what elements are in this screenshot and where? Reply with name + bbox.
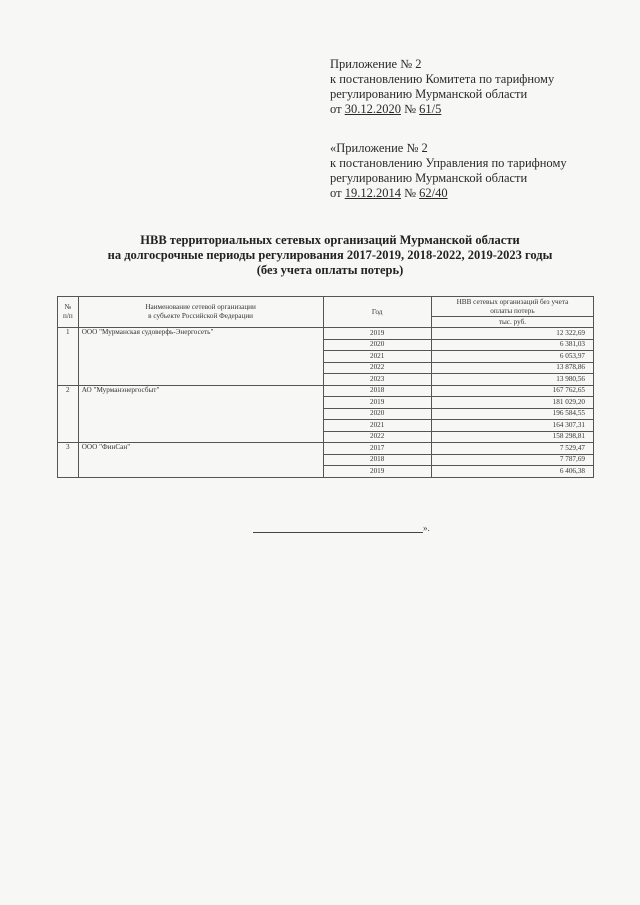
org-name: ООО "Мурманская судоверфь-Энергосеть" <box>78 328 323 386</box>
nvv-value-cell: 6 053,97 <box>431 351 593 363</box>
appendix-decree-line: к постановлению Комитета по тарифному <box>330 72 555 86</box>
appendix-date-line <box>330 186 567 201</box>
nvv-value-cell: 13 878,86 <box>431 362 593 374</box>
year-cell: 2021 <box>323 351 431 363</box>
nvv-value-cell: 196 584,55 <box>431 408 593 420</box>
appendix-authority-line: регулированию Мурманской области <box>330 171 528 185</box>
year-cell: 2021 <box>323 420 431 432</box>
header-org-name <box>78 297 323 328</box>
nvv-value-cell: 164 307,31 <box>431 420 593 432</box>
header-nvv-line-1: НВВ сетевых организаций без учета <box>456 297 569 306</box>
year-cell: 2017 <box>323 443 431 455</box>
year-cell: 2019 <box>323 397 431 409</box>
decree-date: 19.12.2014 <box>344 186 401 200</box>
nvv-value-cell: 13 980,56 <box>431 374 593 386</box>
org-number: 3 <box>58 443 79 478</box>
appendix-title: «Приложение № 2 <box>330 141 428 155</box>
header-nvv-line-2: оплаты потерь <box>490 306 535 315</box>
header-nvv <box>431 297 593 317</box>
year-cell: 2022 <box>323 362 431 374</box>
org-number: 1 <box>58 328 79 386</box>
nvv-value-cell: 6 406,38 <box>431 466 593 478</box>
header-org-name-line-1: Наименование сетевой организации <box>145 303 256 311</box>
number-prefix: № <box>400 102 420 116</box>
year-cell: 2020 <box>323 339 431 351</box>
org-number: 2 <box>58 385 79 443</box>
table-row <box>58 443 594 455</box>
closing-quote: ». <box>423 523 430 533</box>
table-row <box>58 328 594 340</box>
header-year: Год <box>323 297 431 328</box>
appendix-date-line <box>330 102 554 117</box>
table-body <box>58 328 594 478</box>
nvv-value-cell: 6 381,03 <box>431 339 593 351</box>
appendix-header-original <box>330 141 567 201</box>
number-prefix: № <box>400 186 420 200</box>
appendix-header-current <box>330 57 554 117</box>
appendix-decree-line: к постановлению Управления по тарифному <box>330 156 567 170</box>
title-line-1: НВВ территориальных сетевых организаций Мурманской области <box>140 233 520 247</box>
title-line-3: (без учета оплаты потерь) <box>256 263 404 277</box>
nvv-value-cell: 7 529,47 <box>431 443 593 455</box>
year-cell: 2019 <box>323 328 431 340</box>
nvv-value-cell: 167 762,65 <box>431 385 593 397</box>
nvv-value-cell: 12 322,69 <box>431 328 593 340</box>
year-cell: 2018 <box>323 454 431 466</box>
closing-rule <box>253 524 423 533</box>
nvv-table <box>57 296 594 478</box>
year-cell: 2022 <box>323 431 431 443</box>
year-cell: 2020 <box>323 408 431 420</box>
table-row <box>58 385 594 397</box>
header-unit: тыс. руб. <box>431 317 593 328</box>
appendix-title: Приложение № 2 <box>330 57 422 71</box>
nvv-value-cell: 158 298,81 <box>431 431 593 443</box>
header-number-line-1: № <box>64 303 72 311</box>
decree-number: 62/40 <box>419 186 448 200</box>
header-number-line-2: п/п <box>63 312 73 320</box>
appendix-authority-line: регулированию Мурманской области <box>330 87 528 101</box>
closing-line <box>253 523 430 533</box>
title-line-2: на долгосрочные периоды регулирования 2017-2019, 2018-2022, 2019-2023 годы <box>107 248 553 262</box>
org-name: ООО "ФинСан" <box>78 443 323 478</box>
org-name: АО "Мурманэнергосбыт" <box>78 385 323 443</box>
decree-number: 61/5 <box>419 102 442 116</box>
year-cell: 2018 <box>323 385 431 397</box>
header-number <box>58 297 79 328</box>
year-cell: 2023 <box>323 374 431 386</box>
date-prefix: от <box>330 186 345 200</box>
nvv-value-cell: 181 029,20 <box>431 397 593 409</box>
decree-date: 30.12.2020 <box>344 102 401 116</box>
table-header-row <box>58 297 594 317</box>
header-org-name-line-2: в субъекте Российской Федерации <box>148 312 254 320</box>
document-title <box>60 233 600 278</box>
date-prefix: от <box>330 102 345 116</box>
nvv-value-cell: 7 787,69 <box>431 454 593 466</box>
year-cell: 2019 <box>323 466 431 478</box>
